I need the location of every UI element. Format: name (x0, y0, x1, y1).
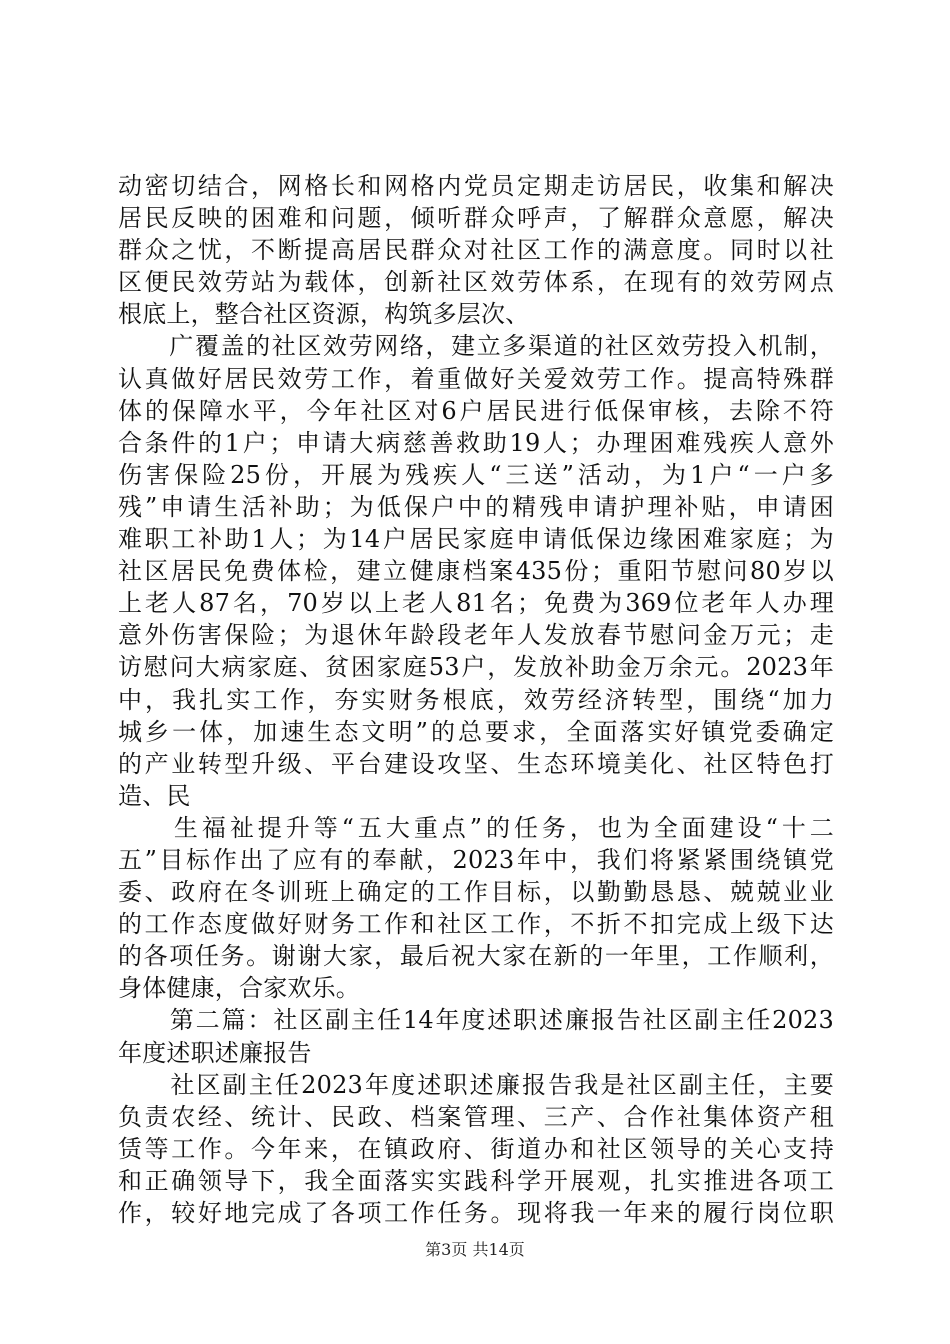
body-text-line: 生福祉提升等“五大重点”的任务，也为全面建设“十二 (118, 813, 834, 842)
document-body (118, 170, 834, 1229)
body-text-line: 造、民 (118, 781, 191, 810)
body-text-line: 的产业转型升级、平台建设攻坚、生态环境美化、社区特色打 (118, 749, 834, 778)
body-text-line: 委、政府在冬训班上确定的工作目标，以勤勤恳恳、兢兢业业 (118, 878, 834, 907)
page-footer: 第3页 共14页 (425, 1240, 525, 1259)
body-text-line: 赁等工作。今年来，在镇政府、街道办和社区领导的关心支持 (118, 1134, 834, 1163)
body-text-line: 意外伤害保险；为退休年龄段老年人发放春节慰问金万元；走 (118, 621, 834, 650)
body-text-line: 区便民效劳站为载体，创新社区效劳体系，在现有的效劳网点 (118, 268, 834, 297)
body-text-line: 社区居民免费体检，建立健康档案435份；重阳节慰问80岁以 (118, 557, 834, 586)
body-text-line: 作，较好地完成了各项工作任务。现将我一年来的履行岗位职 (118, 1199, 834, 1227)
body-text-line: 体的保障水平，今年社区对6户居民进行低保审核，去除不符 (118, 396, 834, 425)
body-text-line: 身体健康，合家欢乐。 (118, 974, 360, 1003)
body-text-line: 居民反映的困难和问题，倾听群众呼声，了解群众意愿，解决 (118, 204, 834, 233)
body-text-line: 负责农经、统计、民政、档案管理、三产、合作社集体资产租 (118, 1102, 834, 1131)
body-text-line: 年度述职述廉报告 (118, 1038, 312, 1067)
body-text-line: 残”申请生活补助；为低保户中的精残申请护理补贴，申请困 (118, 492, 834, 521)
body-text-line: 和正确领导下，我全面落实实践科学开展观，扎实推进各项工 (118, 1166, 834, 1195)
body-text-line: 动密切结合，网格长和网格内党员定期走访居民，收集和解决 (118, 172, 834, 200)
body-text-line: 群众之忧，不断提高居民群众对社区工作的满意度。同时以社 (118, 236, 834, 265)
body-text-line: 根底上，整合社区资源，构筑多层次、 (118, 300, 530, 329)
body-text-line: 的各项任务。谢谢大家，最后祝大家在新的一年里，工作顺利， (118, 942, 834, 971)
body-text-line: 第二篇：社区副主任14年度述职述廉报告社区副主任2023 (118, 1006, 834, 1035)
body-text-line: 五”目标作出了应有的奉献，2023年中，我们将紧紧围绕镇党 (118, 845, 834, 874)
body-text-line: 伤害保险25份，开展为残疾人“三送”活动，为1户“一户多 (118, 460, 834, 489)
body-text-line: 中，我扎实工作，夯实财务根底，效劳经济转型，围绕“加力 (118, 685, 834, 714)
body-text-line: 的工作态度做好财务工作和社区工作，不折不扣完成上级下达 (118, 910, 834, 939)
body-text-line: 广覆盖的社区效劳网络，建立多渠道的社区效劳投入机制， (118, 332, 834, 361)
body-text-line: 访慰问大病家庭、贫困家庭53户，发放补助金万余元。2023年 (118, 653, 834, 682)
body-text-line: 社区副主任2023年度述职述廉报告我是社区副主任，主要 (118, 1070, 834, 1099)
body-text-line: 上老人87名，70岁以上老人81名；免费为369位老年人办理 (118, 589, 834, 618)
body-text-line: 难职工补助1人；为14户居民家庭申请低保边缘困难家庭；为 (118, 525, 834, 554)
body-text-line: 合条件的1户；申请大病慈善救助19人；办理困难残疾人意外 (118, 428, 834, 457)
body-text-line: 城乡一体，加速生态文明”的总要求，全面落实好镇党委确定 (118, 717, 834, 746)
body-text-line: 认真做好居民效劳工作，着重做好关爱效劳工作。提高特殊群 (118, 364, 834, 393)
